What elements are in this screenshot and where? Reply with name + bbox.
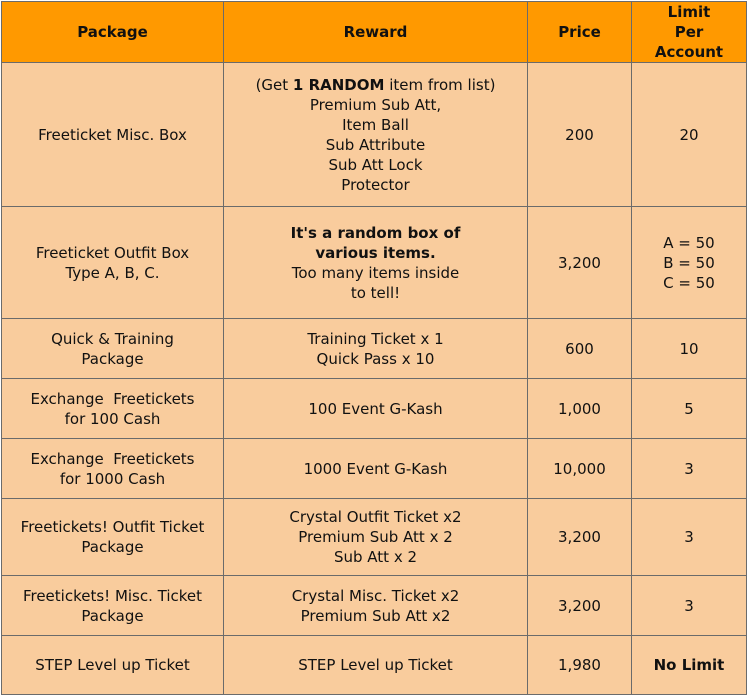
price-cell: 3,200 xyxy=(528,207,632,319)
table-row xyxy=(2,636,747,695)
package-line: Package xyxy=(81,349,144,368)
reward-cell xyxy=(224,319,528,379)
package-line: Freeticket Outfit Box xyxy=(35,243,190,262)
table-row xyxy=(2,379,747,439)
header-limit-line: Limit xyxy=(667,3,711,21)
reward-cell xyxy=(224,499,528,576)
reward-cell xyxy=(224,207,528,319)
limit-cell: 5 xyxy=(632,379,747,439)
package-cell xyxy=(2,319,224,379)
price-cell: 3,200 xyxy=(528,576,632,636)
limit-cell: 3 xyxy=(632,499,747,576)
reward-line: Sub Att Lock xyxy=(328,155,423,174)
limit-line: C = 50 xyxy=(663,273,715,292)
header-row xyxy=(2,2,747,63)
package-line: for 1000 Cash xyxy=(59,469,166,488)
header-price: Price xyxy=(528,2,632,63)
reward-line: Too many items inside xyxy=(291,263,460,282)
reward-line: Premium Sub Att x2 xyxy=(300,606,451,625)
header-limit xyxy=(632,2,747,63)
reward-cell: STEP Level up Ticket xyxy=(224,636,528,695)
package-table xyxy=(1,1,747,695)
package-line: Freetickets! Outfit Ticket xyxy=(20,518,205,536)
package-cell xyxy=(2,379,224,439)
price-cell: 1,980 xyxy=(528,636,632,695)
package-line: Package xyxy=(81,606,144,625)
price-cell: 3,200 xyxy=(528,499,632,576)
reward-line: Sub Attribute xyxy=(325,135,426,154)
limit-line: B = 50 xyxy=(663,253,715,272)
reward-bold-line: various items. xyxy=(315,243,436,262)
package-line: Exchange Freetickets xyxy=(30,449,195,468)
limit-bold: No Limit xyxy=(653,656,725,674)
reward-line: Protector xyxy=(341,175,410,194)
package-line: Quick & Training xyxy=(51,329,174,348)
package-cell xyxy=(2,207,224,319)
header-reward: Reward xyxy=(224,2,528,63)
table-row xyxy=(2,576,747,636)
reward-line: to tell! xyxy=(350,283,401,302)
package-cell xyxy=(2,499,224,576)
package-line: Freetickets! Misc. Ticket xyxy=(22,586,203,605)
reward-cell: 100 Event G-Kash xyxy=(224,379,528,439)
package-cell xyxy=(2,439,224,499)
limit-cell: 20 xyxy=(632,63,747,207)
limit-line: A = 50 xyxy=(663,233,715,252)
reward-bold: 1 RANDOM xyxy=(292,75,385,94)
reward-cell xyxy=(224,63,528,207)
limit-cell: 3 xyxy=(632,576,747,636)
price-cell: 600 xyxy=(528,319,632,379)
reward-line: Premium Sub Att, xyxy=(309,95,442,114)
package-cell: Freeticket Misc. Box xyxy=(2,63,224,207)
reward-line: Item Ball xyxy=(342,115,409,134)
package-cell xyxy=(2,576,224,636)
header-limit-line: Account xyxy=(654,43,724,61)
reward-suffix: item from list) xyxy=(384,75,496,94)
package-cell: STEP Level up Ticket xyxy=(2,636,224,695)
limit-cell xyxy=(632,207,747,319)
reward-line: Training Ticket x 1 xyxy=(307,329,444,348)
reward-line: Sub Att x 2 xyxy=(333,548,418,566)
reward-line xyxy=(230,75,521,95)
reward-prefix: (Get xyxy=(255,75,293,94)
reward-bold-line: It's a random box of xyxy=(290,223,461,242)
package-line: for 100 Cash xyxy=(64,409,161,428)
table-row xyxy=(2,319,747,379)
reward-line: Premium Sub Att x 2 xyxy=(298,528,453,546)
limit-cell: 3 xyxy=(632,439,747,499)
package-line: Exchange Freetickets xyxy=(30,389,195,408)
table-row xyxy=(2,207,747,319)
reward-line: Quick Pass x 10 xyxy=(316,349,435,368)
price-cell: 200 xyxy=(528,63,632,207)
header-package: Package xyxy=(2,2,224,63)
price-cell: 10,000 xyxy=(528,439,632,499)
limit-cell xyxy=(632,636,747,695)
limit-cell: 10 xyxy=(632,319,747,379)
reward-line: Crystal Misc. Ticket x2 xyxy=(291,586,460,605)
table-row xyxy=(2,499,747,576)
package-line: Type A, B, C. xyxy=(65,263,160,282)
reward-cell xyxy=(224,576,528,636)
reward-line: Crystal Outfit Ticket x2 xyxy=(289,508,462,526)
header-limit-line: Per xyxy=(674,23,704,41)
price-cell: 1,000 xyxy=(528,379,632,439)
reward-cell: 1000 Event G-Kash xyxy=(224,439,528,499)
table-row xyxy=(2,439,747,499)
table-row xyxy=(2,63,747,207)
package-line: Package xyxy=(81,538,144,556)
